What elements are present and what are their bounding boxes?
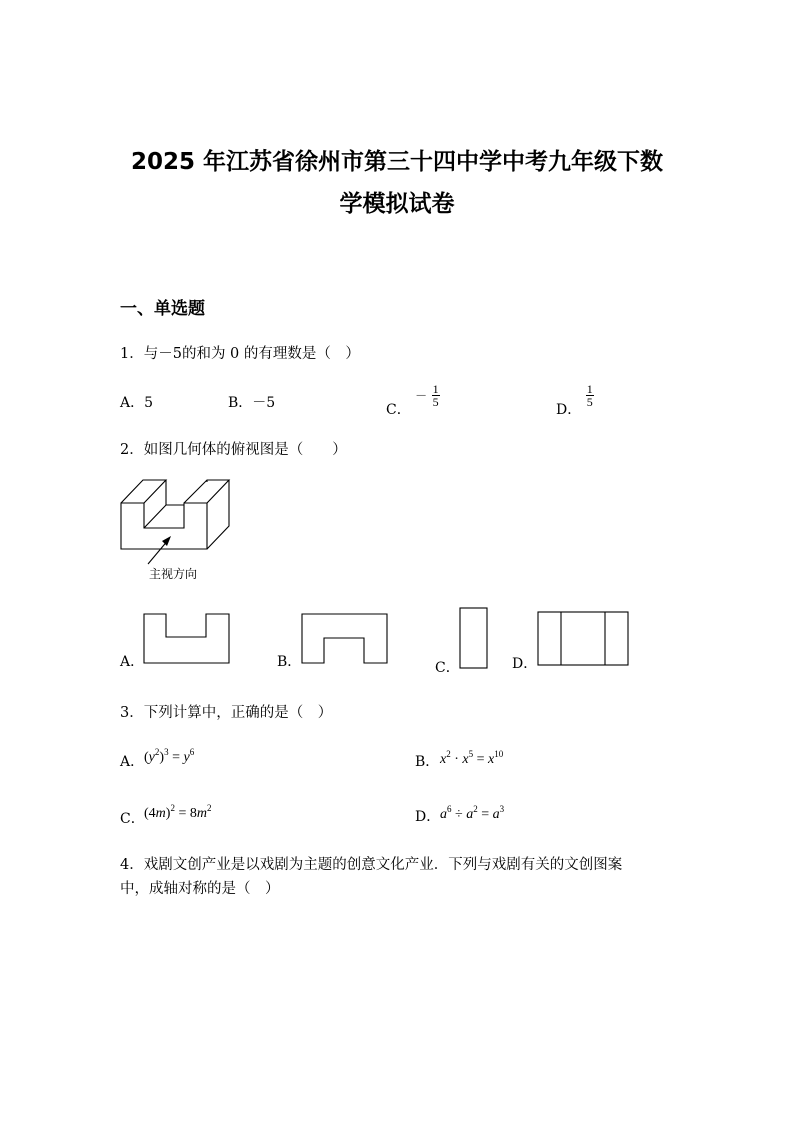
expr-part: a [492, 807, 500, 822]
expr-exponent: 2 [154, 747, 160, 757]
expr-part: x [440, 752, 447, 767]
q1-option-c-label: C． [386, 401, 411, 418]
q3-option-c-label: C． [120, 811, 145, 827]
q2-option-a-label: A． [120, 654, 145, 670]
q3-option-b-expr [440, 749, 503, 768]
question-4-stem-line2: 中，成轴对称的是（ ） [120, 881, 280, 897]
expr-part: y [183, 750, 190, 765]
q1-option-d-label: D． [556, 401, 582, 418]
q1-d-denominator: 5 [586, 395, 593, 409]
expr-part: y [148, 750, 155, 765]
expr-part: ÷ [451, 807, 467, 822]
expr-part: m [155, 806, 166, 821]
q2-option-b-figure [301, 613, 391, 665]
expr-exponent: 5 [468, 749, 474, 759]
q3-option-d-expr [440, 804, 504, 823]
question-4-stem-line1: 4．戏剧文创产业是以戏剧为主题的创意文化产业．下列与戏剧有关的文创图案 [120, 857, 623, 873]
q1-option-d [556, 382, 594, 418]
expr-part: (4 [144, 806, 156, 821]
q1-c-denominator: 5 [432, 395, 439, 409]
q3-option-a-expr [144, 747, 194, 766]
q1-option-c [386, 382, 440, 418]
question-3-stem: 3．下列计算中，正确的是（ ） [120, 705, 333, 721]
expr-exponent: 2 [473, 804, 478, 814]
paper-title-line1: 2025 年江苏省徐州市第三十四中学中考九年级下数 [130, 149, 664, 175]
expr-part: x [488, 752, 495, 767]
expr-part: = 8 [174, 806, 197, 821]
expr-part: ( [144, 750, 149, 765]
expr-part: = [477, 807, 493, 822]
q1-option-c-fraction [432, 383, 440, 408]
q1-c-numerator: 1 [432, 382, 439, 396]
q1-d-numerator: 1 [586, 382, 593, 396]
view-direction-caption: 主视方向 [149, 567, 198, 581]
expr-exponent: 2 [170, 803, 175, 813]
expr-part: a [440, 807, 447, 822]
expr-exponent: 6 [189, 747, 195, 757]
q1-option-b: B．－5 [228, 395, 276, 411]
q2-option-c-label: C． [435, 660, 460, 676]
q3-option-a-label: A． [120, 754, 145, 770]
q3-option-b-label: B． [415, 754, 440, 770]
question-2-stem: 2．如图几何体的俯视图是（ ） [120, 442, 347, 458]
q2-option-b-label: B． [277, 654, 302, 670]
expr-part: = [473, 752, 489, 767]
expr-part: x [462, 752, 469, 767]
paper-title-line2: 学模拟试卷 [339, 191, 455, 217]
q2-option-d-label: D． [512, 656, 538, 672]
q2-option-a-figure [143, 613, 233, 665]
expr-exponent: 2 [446, 749, 451, 759]
expr-part: a [466, 807, 474, 822]
q3-option-c-expr [144, 803, 212, 822]
solid-figure-lines [121, 480, 229, 549]
expr-part: = [168, 750, 184, 765]
expr-exponent: 6 [447, 804, 452, 814]
expr-part: ) [159, 750, 165, 765]
section-heading: 一、单选题 [120, 299, 205, 319]
expr-exponent: 10 [494, 749, 504, 759]
question-1-stem: 1．与－5的和为 0 的有理数是（ ） [120, 346, 360, 362]
q1-option-c-sign: － [415, 388, 428, 403]
expr-exponent: 3 [499, 804, 505, 814]
q1-option-d-fraction [586, 383, 594, 408]
q1-option-a: A．5 [120, 395, 154, 411]
view-arrow-head [162, 536, 171, 546]
q2-option-d-figure [537, 611, 631, 667]
expr-exponent: 3 [164, 747, 169, 757]
expr-part: m [196, 806, 207, 821]
expr-part: ) [165, 806, 171, 821]
expr-exponent: 2 [207, 803, 212, 813]
expr-part: · [450, 752, 463, 767]
q2-option-c-figure [459, 607, 489, 670]
q3-option-d-label: D． [415, 809, 441, 825]
